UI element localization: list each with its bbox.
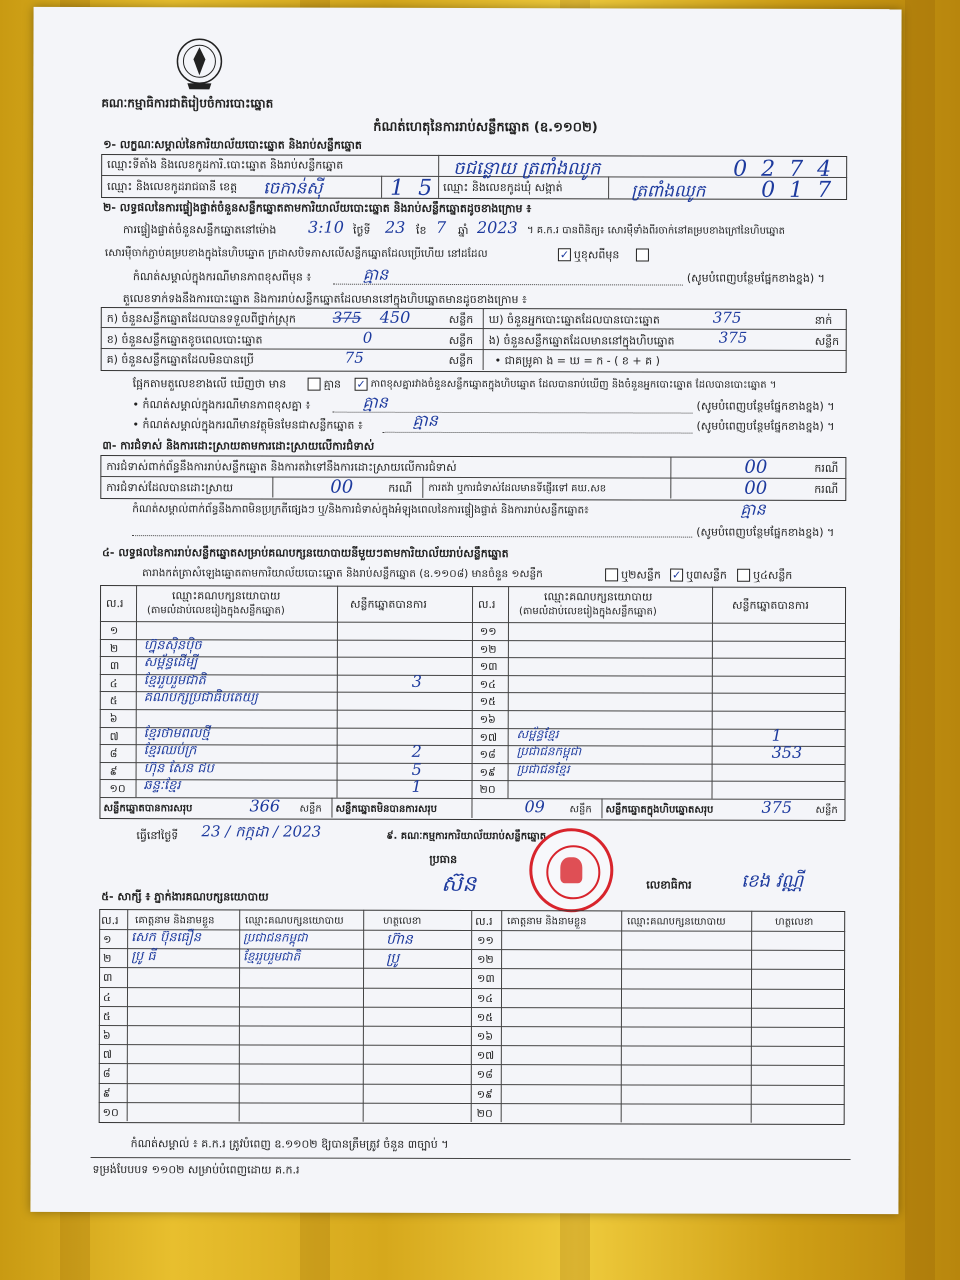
sign-date: 23 / កក្កដា / 2023 (201, 822, 322, 841)
made-at-label: ធ្វើនៅថ្ងៃទី (136, 829, 179, 843)
fill-back-note-1: (សូមបំពេញបន្ថែមផ្នែកខាងខ្នង) ។ (686, 271, 825, 285)
check-time: 3:10 (307, 217, 344, 237)
result-votes-right: 1 (771, 725, 782, 745)
one-sheet-checkbox[interactable] (605, 568, 618, 581)
tally-sheet-intro: តារាងកត់ត្រាសំឡេងឆ្នោតតាមការិយាល័យបោះឆ្នោត និងរាប់សន្លឹកឆ្នោត (ឧ.១១០៨) មានចំនួន ១សន្លឹក (142, 567, 543, 581)
official-stamp (529, 828, 613, 912)
witness-no-right: ១១ (477, 934, 494, 948)
total-invalid-unit: សន្លឹក (569, 804, 592, 816)
check-day: 23 (384, 217, 406, 237)
result-no-left: ៥ (109, 694, 118, 708)
secretary-signature: ខេង វណ្ណី (741, 870, 804, 892)
result-no-right: ១៧ (479, 730, 498, 744)
fill-back-note-4: (សូមបំពេញបន្ថែមផ្នែកខាងខ្នង) ។ (696, 525, 835, 539)
total-valid: 366 (249, 796, 281, 816)
unused-value: 75 (344, 348, 364, 367)
resolved-label: ការជំទាស់ដែលបានដោះស្រាយ (106, 481, 234, 495)
inbox-label: ង) ចំនួនសន្លឹកឆ្នោតដែលមាននៅក្នុងហិបឆ្នោត (488, 334, 675, 348)
workplace-code-4: 4 (817, 156, 832, 182)
witness-col-no-left: ល.រ (101, 914, 119, 928)
received-old: 375 (332, 308, 362, 327)
result-votes-right: 353 (771, 742, 803, 763)
voters-unit: នាក់ (814, 313, 833, 327)
year-label: ឆ្នាំ (457, 223, 469, 238)
result-no-right: ២០ (479, 783, 496, 797)
result-party-left: ហ៊ុន សែន ជប (143, 760, 214, 777)
inbox-value: 375 (718, 328, 748, 347)
section5-heading: ៥- សាក្សី ៖ ភ្នាក់ងារគណបក្សនយោបាយ (101, 890, 269, 904)
figures-intro: តួលេខទាក់ទងនឹងការបោះឆ្នោត និងការរាប់សន្លឹកឆ្នោតដែលមាននៅក្នុងហិបឆ្នោតមានដូចខាងក្រោម ៖ (122, 292, 527, 307)
fill-back-note-2: (សូមបំពេញបន្ថែមផ្នែកខាងខ្នង) ។ (696, 399, 835, 413)
witness-no-right: ២០ (476, 1106, 493, 1120)
two-sheets-checkbox[interactable]: ✓ (671, 568, 682, 582)
workplace-code-1: 0 (733, 156, 748, 182)
day-label: ថ្ងៃទី (352, 223, 371, 237)
commune-code-1: 0 (761, 177, 776, 203)
result-no-right: ១៨ (479, 748, 496, 762)
result-party-left: សម្ព័ន្ធដើម្បី (143, 655, 198, 671)
has-diff-checkbox[interactable] (308, 378, 321, 391)
objection-label: ការជំទាស់ពាក់ព័ន្ធនឹងការរាប់សន្លឹកឆ្នោត និងការតវ៉ាទៅនឹងការដោះស្រាយលើការជំទាស់ (106, 460, 457, 474)
changed-checkbox[interactable] (636, 248, 649, 261)
section3-heading: ៣- ការជំទាស់ និងការដោះស្រាយតាមការដោះស្រាយលើការជំទាស់ (102, 439, 375, 453)
unit-4: សន្លឹក (448, 353, 474, 368)
witness-no-left: ១ (103, 933, 112, 947)
changed-label: ឬខុសពីមុន (573, 248, 620, 262)
result-no-right: ១៦ (479, 713, 496, 727)
result-no-right: ១៥ (479, 695, 496, 709)
witness-name: សេក ប៊ុនធឿន (131, 930, 202, 946)
province-value: ចេកាន់ស៊ី (263, 178, 323, 199)
result-party-left: ឆន្ទៈខ្មែរ (143, 778, 181, 794)
unit-2: សន្លឹក (448, 333, 474, 348)
witness-no-right: ១៤ (476, 991, 494, 1005)
witness-col-sign-right: ហត្ថលេខា (775, 916, 814, 928)
result-no-left: ៨ (109, 747, 118, 761)
commune-value: ត្រពាំងឈូក (631, 181, 706, 202)
result-no-right: ១៩ (479, 765, 496, 779)
form-sheet (30, 7, 901, 1214)
three-sheets-label: ឬ៣សន្លឹក (686, 568, 727, 582)
result-votes-left: 1 (411, 777, 422, 797)
col-party-right: ឈ្មោះគណបក្សនយោបាយ (544, 590, 653, 604)
nec-emblem-icon (169, 37, 229, 93)
diff-note-label: • កំណត់សម្គាល់ក្នុងករណីមានភាពខុសគ្នា ៖ (132, 398, 311, 412)
col-no-left: ល.រ (105, 597, 124, 611)
witness-no-right: ១៩ (476, 1087, 493, 1101)
witness-no-right: ១៦ (476, 1030, 494, 1044)
witness-col-no-right: ល.រ (475, 915, 493, 929)
witness-no-left: ៦ (102, 1029, 111, 1043)
commune-code-3: 7 (817, 177, 832, 203)
irregularity-note-value: គ្មាន (740, 499, 766, 519)
secretary-label: លេខាធិការ (646, 878, 692, 892)
four-sheets-label: ឬ៤សន្លឹក (753, 568, 793, 582)
witness-no-left: ៣ (103, 971, 113, 985)
witness-no-left: ៥ (102, 1009, 111, 1023)
unit-1: សន្លឹក (448, 312, 474, 327)
chair-signature: ស៊ន (441, 871, 477, 898)
witness-no-left: ៨ (102, 1067, 111, 1081)
section4-heading: ៤- លទ្ធផលនៃការរាប់សន្លឹកឆ្នោតសម្រាប់គណបក្សនយោបាយនីមួយៗតាមការិយាល័យរាប់សន្លឹកឆ្នោត (102, 546, 509, 561)
result-party-right: ប្រជាជនខ្មែរ (516, 761, 570, 777)
fill-back-note-3: (សូមបំពេញបន្ថែមផ្នែកខាងខ្នង) ។ (696, 419, 835, 433)
witness-no-left: ៩ (102, 1086, 111, 1100)
witness-party: ខ្មែររួបរួមជាតិ (243, 949, 301, 964)
result-party-left: គណបក្សប្រជាធិបតេយ្យ (143, 690, 258, 706)
result-no-right: ១៤ (479, 677, 496, 691)
object-note-value: គ្មាន (412, 410, 438, 430)
result-no-left: ៤ (109, 676, 118, 690)
voters-value: 375 (712, 308, 742, 327)
irregularity-note-label: កំណត់សម្គាល់ពាក់ព័ន្ធនឹងភាពមិនប្រក្រតីផ្សេងៗ ឬ/និងការជំទាស់ក្នុងអំឡុងពេលនៃការផ្ទៀងផ្ទាត់ និងការរាប់សន្លឹកឆ្នោត៖ (132, 503, 589, 517)
result-no-left: ៩ (109, 764, 118, 778)
witness-no-right: ១៣ (477, 972, 495, 986)
result-no-left: ១ (109, 624, 119, 638)
witness-name: ប្រូ ធី (131, 949, 156, 965)
total-valid-label: សន្លឹកឆ្នោតបានការសរុប (103, 803, 193, 815)
change-note-value: គ្មាន (362, 264, 389, 284)
chair-label: ប្រធាន (429, 852, 458, 866)
result-party-right: សម្ព័ន្ធខ្មែរ (516, 726, 559, 741)
workplace-code-2: 2 (761, 156, 776, 182)
two-sheets-label: ឬ២សន្លឹក (621, 568, 661, 582)
workplace-label: ឈ្មោះទីតាំង និងលេខកូដការិ.បោះឆ្នោត និងរាប់សន្លឹកឆ្នោត (107, 158, 344, 172)
result-no-left: ៦ (109, 712, 118, 726)
province-label: ឈ្មោះ និងលេខកូដរាជធានី ខេត្ត (107, 180, 238, 194)
total-box-label: សន្លឹកឆ្នោតក្នុងហិបឆ្នោតសរុប (605, 804, 714, 816)
spoiled-value: 0 (362, 328, 373, 347)
col-party-left: ឈ្មោះគណបក្សនយោបាយ (172, 589, 281, 603)
col-party-sub-right: (តាមលំដាប់លេខរៀងក្នុងសន្លឹកឆ្នោត) (518, 606, 657, 618)
seal-line: សោរម៉ឺចាក់ភ្ជាប់គម្របខាងក្នុងនៃហិបឆ្នោត ក្រដាសបិទភាសលើសន្លឹកឆ្នោតដែលប្រើហើយ នៅដដែល (104, 247, 488, 261)
witness-no-left: ១០ (102, 1105, 119, 1119)
province-code-1: 1 (390, 175, 405, 201)
result-party-left: ខ្មែរថាមពលថ្មី (143, 725, 210, 741)
compare-text-end: ភាពខុសគ្នារវាងចំនួនសន្លឹកឆ្នោតក្នុងហិបឆ្នោត ដែលបានរាប់ឃើញ និងចំនួនអ្នកបោះឆ្នោត ដែលបានបោះឆ្នោត ។ (370, 378, 777, 391)
result-votes-left: 2 (411, 742, 422, 762)
witness-no-right: ១៧ (476, 1049, 495, 1063)
total-invalid: 09 (524, 797, 545, 817)
result-no-left: ២ (109, 641, 119, 655)
col-votes-left: សន្លឹកឆ្នោតបានការ (349, 597, 427, 611)
object-note-label: • កំណត់សម្គាល់ក្នុងករណីមានវត្ថុមិនមែនជាសន្លឹកឆ្នោត ៖ (132, 418, 363, 432)
received-value: 450 (379, 307, 411, 327)
workplace-value: ចជន្លោយ ត្រពាំងឈូក (453, 157, 601, 180)
result-no-right: ១៣ (479, 660, 498, 674)
check-year: 2023 (476, 218, 518, 238)
witness-col-party-left: ឈ្មោះគណបក្សនយោបាយ (245, 915, 344, 927)
witness-signature: ប្រូ (386, 950, 400, 968)
form-title: កំណត់ហេតុនៃការរាប់សន្លឹកឆ្នោត (ឧ.១១០២) (373, 119, 598, 136)
same-checkbox[interactable]: ✓ (559, 248, 570, 262)
diff-note-value: គ្មាន (362, 392, 388, 412)
result-party-left: ខ្មែររួបរួមជាតិ (143, 672, 206, 689)
workplace-code-3: 7 (789, 156, 804, 182)
col-party-sub-left: (តាមលំដាប់លេខរៀងក្នុងសន្លឹកឆ្នោត) (146, 605, 285, 617)
commune-code-2: 1 (789, 177, 804, 203)
formula: • ជាគម្រូគា ង = ឃ = ក - ( ខ + គ ) (494, 354, 660, 368)
case-unit-1: ករណី (814, 461, 839, 475)
col-no-right: ល.រ (477, 598, 496, 612)
witness-no-right: ១៥ (476, 1010, 494, 1024)
witness-no-right: ១៨ (476, 1068, 493, 1082)
check-line-end: ។ គ.ក.រ បានពិនិត្យ៖ សោរម៉ឺទាំងពីរចាក់នៅគម្របខាងក្រៅនៃហិបឆ្នោត (526, 225, 785, 237)
witness-signature: ហ៊ាន (386, 931, 413, 948)
result-no-right: ១១ (479, 625, 497, 639)
witness-no-left: ៧ (102, 1048, 112, 1062)
witness-col-sign-left: ហត្ថលេខា (383, 915, 422, 927)
voters-label: ឃ) ចំនួនអ្នកបោះឆ្នោតដែលបានបោះឆ្នោត (488, 313, 660, 327)
commune-label: ឈ្មោះ និងលេខកូដឃុំ សង្កាត់ (443, 180, 563, 195)
no-diff-label: គ្មាន (323, 377, 342, 391)
case-unit-2: ករណី (388, 481, 413, 495)
result-votes-left: 3 (411, 671, 423, 691)
witness-col-name-left: គោត្តនាម និងនាមខ្លួន (135, 915, 215, 927)
result-no-right: ១២ (479, 642, 497, 656)
footer-note: កំណត់សម្គាល់ ៖ គ.ក.រ ត្រូវបំពេញ ឧ.១១០២ ឱ្យបានត្រឹមត្រូវ ចំនួន ៣ច្បាប់ ។ (130, 1137, 449, 1151)
province-code-2: 5 (418, 175, 433, 201)
three-sheets-checkbox[interactable] (737, 569, 750, 582)
witness-party: ប្រជាជនកម្ពុជា (243, 930, 308, 945)
result-no-left: ៣ (109, 659, 120, 673)
witness-no-right: ១២ (477, 953, 494, 967)
total-valid-unit: សន្លឹក (299, 803, 322, 815)
objection-count: 00 (744, 456, 768, 478)
case-unit-3: ករណី (814, 482, 839, 496)
witness-no-left: ៤ (102, 990, 111, 1004)
spoiled-label: ខ) ចំនួនសន្លឹកឆ្នោតខូចពេលបោះឆ្នោត (106, 333, 263, 347)
resolved-count: 00 (330, 476, 354, 498)
witness-no-left: ២ (103, 952, 112, 966)
col-votes-right: សន្លឹកឆ្នោតបានការ (731, 598, 809, 612)
total-box-unit: សន្លឹក (815, 804, 838, 816)
forwarded-count: 00 (744, 477, 768, 499)
forwarded-label: ការតវ៉ា ឬការជំទាស់ដែលមានទីផ្ញើរទៅ គឃ.សខ (428, 482, 607, 495)
witness-col-name-right: គោត្តនាម និងនាមខ្លួន (507, 916, 587, 928)
form-code: ទម្រង់បែបបទ ១១០២ សម្រាប់បំពេញដោយ គ.ក.រ (92, 1163, 300, 1177)
result-no-left: ១០ (109, 782, 126, 796)
result-party-left: ហ្វ៊ុនស៊ិនប៉ិច (143, 637, 202, 653)
check-month: 7 (435, 217, 447, 237)
section2-heading: ២- លទ្ធផលនៃការផ្ទៀងផ្ទាត់ចំនួនសន្លឹកឆ្នោតតាមការិយាល័យបោះឆ្នោត និងរាប់សន្លឹកឆ្នោតដូចខាងក្រោម ៖ (103, 201, 532, 216)
result-no-left: ៧ (109, 729, 119, 743)
result-party-left: ខ្មែរឈប់ក្រ (143, 743, 197, 759)
no-diff-checkbox[interactable]: ✓ (356, 377, 366, 391)
unit-3: សន្លឹក (814, 334, 840, 348)
witness-col-party-right: ឈ្មោះគណបក្សនយោបាយ (627, 916, 726, 928)
month-label: ខែ (415, 223, 427, 237)
result-votes-left: 5 (411, 759, 422, 779)
committee-label: ៩. គណៈកម្មការការិយាល័យរាប់សន្លឹកឆ្នោត (386, 830, 547, 843)
total-box: 375 (761, 797, 793, 817)
org-name: គណៈកម្មាធិការជាតិរៀបចំការបោះឆ្នោត (101, 96, 274, 111)
check-time-label: ការផ្ទៀងផ្ទាត់ចំនួនសន្លឹកឆ្នោតនៅម៉ោង (122, 223, 277, 237)
unused-label: គ) ចំនួនសន្លឹកឆ្នោតដែលមិនបានប្រើ (106, 353, 254, 367)
total-invalid-label: សន្លឹកឆ្នោតមិនបានការសរុប (335, 803, 438, 815)
section1-heading: ១- លក្ខណៈសម្គាល់នៃការិយាល័យបោះឆ្នោត និងរាប់សន្លឹកឆ្នោត (103, 138, 362, 152)
received-label: ក) ចំនួនសន្លឹកឆ្នោតដែលបានទទួលពីថ្នាក់ស្រុក (106, 312, 296, 326)
change-note-label: កំណត់សម្គាល់ក្នុងករណីមានភាពខុសពីមុន ៖ (132, 270, 312, 284)
compare-text: ផ្អែកតាមតួលេខខាងលើ ឃើញថា មាន (132, 377, 287, 391)
result-party-right: ប្រជាជនកម្ពុជា (516, 744, 582, 759)
